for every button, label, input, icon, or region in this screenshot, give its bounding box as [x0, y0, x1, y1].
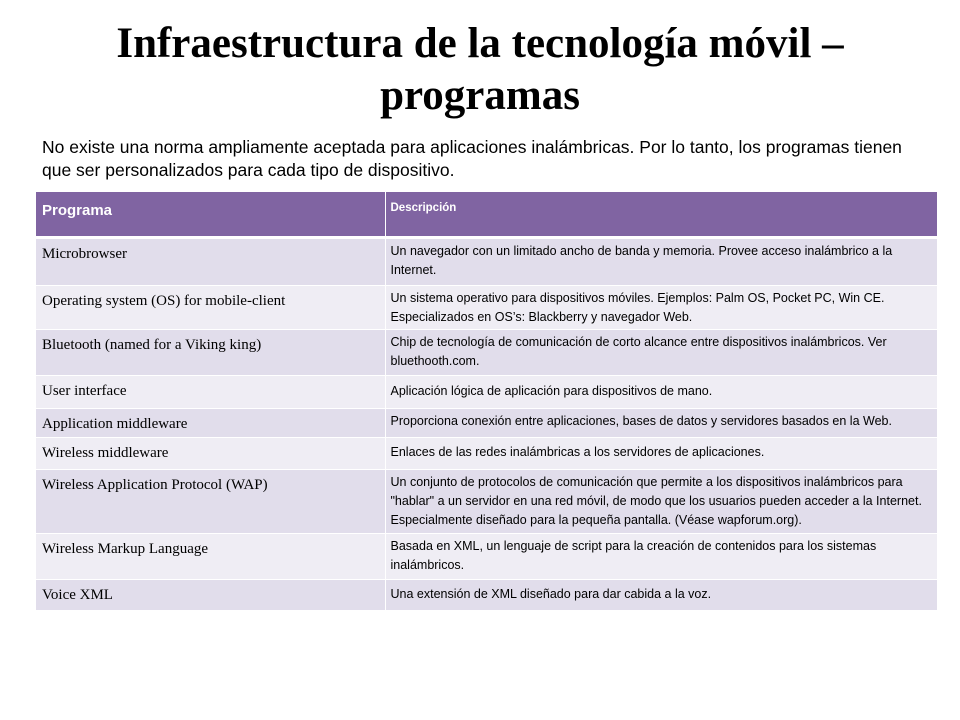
intro-paragraph: No existe una norma ampliamente aceptada para aplicaciones inalámbricas. Por lo tanto, los programas tienen que ser personalizados para cada tipo de dispositivo. — [42, 137, 902, 180]
program-name: Wireless Markup Language — [36, 534, 385, 580]
table-row — [36, 438, 937, 470]
table-row — [36, 286, 937, 330]
header-descripcion: Descripción — [385, 192, 937, 238]
table-row — [36, 238, 937, 286]
table-row — [36, 580, 937, 611]
program-name: Operating system (OS) for mobile-client — [36, 286, 385, 330]
program-description: Proporciona conexión entre aplicaciones, bases de datos y servidores basados en la Web. — [385, 409, 937, 438]
program-name: Application middleware — [36, 409, 385, 438]
program-description: Un navegador con un limitado ancho de banda y memoria. Provee acceso inalámbrico a la Internet. — [385, 238, 937, 286]
program-description: Enlaces de las redes inalámbricas a los servidores de aplicaciones. — [385, 438, 937, 470]
table-row — [36, 409, 937, 438]
table-row — [36, 330, 937, 376]
program-description: Aplicación lógica de aplicación para dispositivos de mano. — [385, 376, 937, 409]
program-name: Microbrowser — [36, 238, 385, 286]
slide-title: Infraestructura de la tecnología móvil – programas — [116, 20, 844, 119]
program-name: User interface — [36, 376, 385, 409]
program-description: Basada en XML, un lenguaje de script para la creación de contenidos para los sistemas inalámbricos. — [385, 534, 937, 580]
program-description: Chip de tecnología de comunicación de corto alcance entre dispositivos inalámbricos. Ver bluethooth.com. — [385, 330, 937, 376]
header-programa: Programa — [36, 192, 385, 238]
program-name: Wireless middleware — [36, 438, 385, 470]
table-header-row — [36, 192, 937, 238]
table-row — [36, 376, 937, 409]
program-description: Un conjunto de protocolos de comunicación que permite a los dispositivos inalámbricos para "hablar" a un servidor en una red móvil, de modo que los usuarios pueden acceder a la Internet. Especialmente diseñado para la pequeña pantalla. (Véase wapforum.org). — [385, 470, 937, 534]
programs-table — [36, 192, 938, 611]
program-description: Un sistema operativo para dispositivos móviles. Ejemplos: Palm OS, Pocket PC, Win CE. Especializados en OS’s: Blackberry y navegador Web. — [385, 286, 937, 330]
program-name: Bluetooth (named for a Viking king) — [36, 330, 385, 376]
program-description: Una extensión de XML diseñado para dar cabida a la voz. — [385, 580, 937, 611]
program-name: Voice XML — [36, 580, 385, 611]
program-name: Wireless Application Protocol (WAP) — [36, 470, 385, 534]
table-row — [36, 470, 937, 534]
table-row — [36, 534, 937, 580]
